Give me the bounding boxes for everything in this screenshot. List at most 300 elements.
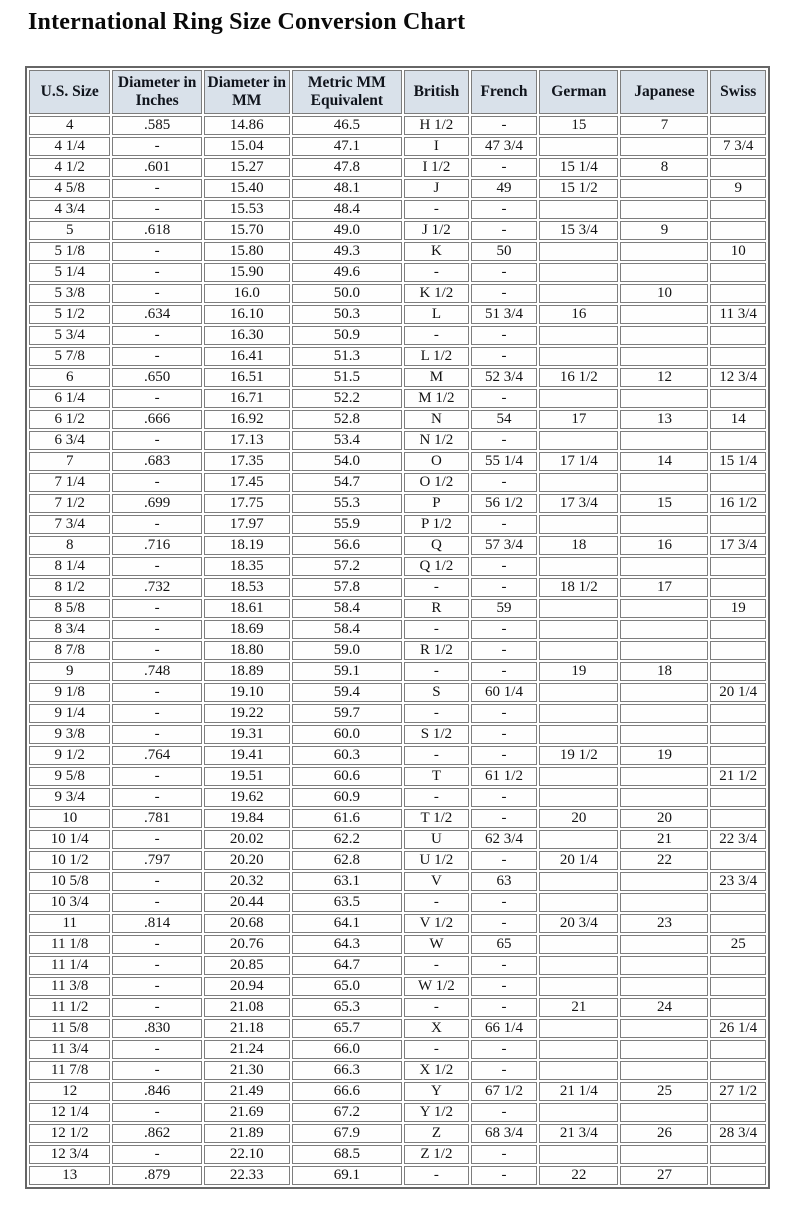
table-cell: 58.4 [292, 620, 402, 639]
table-cell: - [471, 431, 537, 450]
table-cell [710, 956, 766, 975]
table-cell: 21 [620, 830, 708, 849]
table-cell [539, 725, 618, 744]
table-cell: 65.7 [292, 1019, 402, 1038]
table-cell: 15.70 [204, 221, 290, 240]
table-cell: 20 [620, 809, 708, 828]
column-header-8: Swiss [710, 70, 766, 114]
table-cell: - [112, 473, 201, 492]
table-cell: 17.35 [204, 452, 290, 471]
table-cell: 20 [539, 809, 618, 828]
table-cell: 60.6 [292, 767, 402, 786]
table-cell [620, 725, 708, 744]
table-cell: 13 [29, 1166, 110, 1185]
table-row [29, 368, 766, 387]
table-cell: 12 3/4 [29, 1145, 110, 1164]
table-cell [539, 1145, 618, 1164]
table-cell: - [471, 347, 537, 366]
table-cell: 48.1 [292, 179, 402, 198]
table-cell [710, 641, 766, 660]
table-cell [620, 641, 708, 660]
table-cell [710, 851, 766, 870]
table-cell: 23 [620, 914, 708, 933]
table-cell: 18.61 [204, 599, 290, 618]
table-cell: .862 [112, 1124, 201, 1143]
table-cell: 15 1/4 [710, 452, 766, 471]
table-cell: 10 5/8 [29, 872, 110, 891]
table-row [29, 557, 766, 576]
table-cell: 21 1/2 [710, 767, 766, 786]
table-cell: 8 1/2 [29, 578, 110, 597]
table-cell [620, 977, 708, 996]
table-cell: 18 1/2 [539, 578, 618, 597]
table-cell: 49.6 [292, 263, 402, 282]
column-header-5: French [471, 70, 537, 114]
table-cell: 9 1/2 [29, 746, 110, 765]
table-cell: 52.8 [292, 410, 402, 429]
table-cell [539, 557, 618, 576]
table-cell [710, 977, 766, 996]
table-cell [620, 1145, 708, 1164]
table-cell: 26 1/4 [710, 1019, 766, 1038]
table-cell: 59 [471, 599, 537, 618]
table-cell: .618 [112, 221, 201, 240]
table-cell: 5 3/4 [29, 326, 110, 345]
table-cell: O [404, 452, 469, 471]
table-cell: 20.02 [204, 830, 290, 849]
table-cell: - [404, 998, 469, 1017]
table-cell: 65 [471, 935, 537, 954]
table-cell: .683 [112, 452, 201, 471]
table-cell: H 1/2 [404, 116, 469, 135]
table-cell: 59.0 [292, 641, 402, 660]
table-cell: 11 1/2 [29, 998, 110, 1017]
table-cell: M [404, 368, 469, 387]
table-row [29, 116, 766, 135]
table-cell [539, 347, 618, 366]
table-cell: 6 [29, 368, 110, 387]
table-cell: W 1/2 [404, 977, 469, 996]
table-cell [539, 893, 618, 912]
table-cell: W [404, 935, 469, 954]
table-cell: 66.0 [292, 1040, 402, 1059]
table-row [29, 767, 766, 786]
table-cell: 12 1/2 [29, 1124, 110, 1143]
table-cell: 66 1/4 [471, 1019, 537, 1038]
table-cell: - [112, 935, 201, 954]
table-cell: - [471, 641, 537, 660]
table-cell: 18.69 [204, 620, 290, 639]
table-row [29, 599, 766, 618]
table-cell: - [112, 557, 201, 576]
table-cell [620, 767, 708, 786]
table-cell: - [471, 998, 537, 1017]
table-row [29, 452, 766, 471]
table-cell [620, 1103, 708, 1122]
table-cell: 55.9 [292, 515, 402, 534]
table-cell: 15 [620, 494, 708, 513]
table-cell: - [404, 200, 469, 219]
table-cell: 48.4 [292, 200, 402, 219]
table-cell: - [112, 431, 201, 450]
table-cell: 22 [620, 851, 708, 870]
table-cell: - [112, 326, 201, 345]
table-cell [710, 200, 766, 219]
table-cell [710, 704, 766, 723]
table-cell [710, 998, 766, 1017]
table-cell: - [112, 977, 201, 996]
table-cell [620, 599, 708, 618]
table-cell [710, 1166, 766, 1185]
table-cell: 17 [539, 410, 618, 429]
table-cell: 21.89 [204, 1124, 290, 1143]
table-cell: 67 1/2 [471, 1082, 537, 1101]
table-cell: 20.44 [204, 893, 290, 912]
table-cell [710, 473, 766, 492]
table-cell: 52.2 [292, 389, 402, 408]
table-cell [620, 242, 708, 261]
table-cell [710, 809, 766, 828]
table-cell: J 1/2 [404, 221, 469, 240]
table-cell: 7 [29, 452, 110, 471]
table-cell [539, 788, 618, 807]
table-cell: 49.3 [292, 242, 402, 261]
table-cell: 20 1/4 [539, 851, 618, 870]
table-cell: 60.9 [292, 788, 402, 807]
table-cell [710, 284, 766, 303]
table-header [29, 70, 766, 114]
table-cell: 6 1/4 [29, 389, 110, 408]
table-cell: 16.71 [204, 389, 290, 408]
table-cell: 16.0 [204, 284, 290, 303]
table-cell [539, 599, 618, 618]
column-header-3: Metric MM Equivalent [292, 70, 402, 114]
table-cell [539, 389, 618, 408]
table-cell: - [471, 284, 537, 303]
table-cell: 59.1 [292, 662, 402, 681]
table-cell: 20 1/4 [710, 683, 766, 702]
table-cell: 69.1 [292, 1166, 402, 1185]
table-cell [620, 200, 708, 219]
table-cell: 5 7/8 [29, 347, 110, 366]
table-cell: - [471, 956, 537, 975]
table-row [29, 977, 766, 996]
table-cell: 59.7 [292, 704, 402, 723]
table-cell: 28 3/4 [710, 1124, 766, 1143]
table-cell: 10 [710, 242, 766, 261]
table-cell: 20.85 [204, 956, 290, 975]
table-cell: I 1/2 [404, 158, 469, 177]
table-cell: - [112, 515, 201, 534]
table-cell: 65.0 [292, 977, 402, 996]
table-cell [710, 1103, 766, 1122]
table-cell: 64.7 [292, 956, 402, 975]
table-cell: 20.94 [204, 977, 290, 996]
table-cell: 4 [29, 116, 110, 135]
table-cell: 47 3/4 [471, 137, 537, 156]
table-cell: - [471, 977, 537, 996]
table-cell: 19.10 [204, 683, 290, 702]
table-cell: 4 3/4 [29, 200, 110, 219]
table-cell: .601 [112, 158, 201, 177]
table-cell: 21 1/4 [539, 1082, 618, 1101]
table-cell: 16 1/2 [539, 368, 618, 387]
table-cell: 18.19 [204, 536, 290, 555]
table-cell: 11 3/8 [29, 977, 110, 996]
table-cell [710, 557, 766, 576]
table-cell: Z [404, 1124, 469, 1143]
table-cell [620, 347, 708, 366]
table-cell: 20.68 [204, 914, 290, 933]
table-cell: 10 [620, 284, 708, 303]
table-cell: 22 3/4 [710, 830, 766, 849]
table-cell: 66.3 [292, 1061, 402, 1080]
table-cell: - [471, 158, 537, 177]
table-row [29, 914, 766, 933]
table-cell: L 1/2 [404, 347, 469, 366]
table-cell: Q [404, 536, 469, 555]
table-cell: - [112, 683, 201, 702]
table-cell: 19 1/2 [539, 746, 618, 765]
table-cell: - [471, 557, 537, 576]
table-cell [710, 893, 766, 912]
table-cell: 67.2 [292, 1103, 402, 1122]
table-cell: 5 3/8 [29, 284, 110, 303]
table-cell [710, 1040, 766, 1059]
table-cell: - [112, 137, 201, 156]
table-cell: R [404, 599, 469, 618]
table-cell: 16.92 [204, 410, 290, 429]
table-cell [710, 662, 766, 681]
table-cell: - [404, 662, 469, 681]
table-cell [620, 788, 708, 807]
table-cell: T [404, 767, 469, 786]
table-cell: 9 [620, 221, 708, 240]
table-cell [710, 788, 766, 807]
table-cell: 27 1/2 [710, 1082, 766, 1101]
table-cell: 19.22 [204, 704, 290, 723]
table-cell: - [112, 179, 201, 198]
table-cell [620, 872, 708, 891]
table-cell: 62.8 [292, 851, 402, 870]
table-cell: - [471, 1040, 537, 1059]
table-cell: 27 [620, 1166, 708, 1185]
table-cell [710, 347, 766, 366]
table-row [29, 263, 766, 282]
table-cell: - [471, 221, 537, 240]
table-cell [710, 1061, 766, 1080]
table-cell: 20.20 [204, 851, 290, 870]
table-cell: 17.45 [204, 473, 290, 492]
table-cell: 59.4 [292, 683, 402, 702]
table-cell: 7 [620, 116, 708, 135]
table-cell: R 1/2 [404, 641, 469, 660]
table-cell: 7 1/2 [29, 494, 110, 513]
table-cell: .716 [112, 536, 201, 555]
table-cell: .634 [112, 305, 201, 324]
table-cell [710, 221, 766, 240]
table-cell [539, 1061, 618, 1080]
table-cell: 63.5 [292, 893, 402, 912]
table-cell [539, 935, 618, 954]
table-row [29, 536, 766, 555]
table-body [29, 116, 766, 1185]
table-row [29, 893, 766, 912]
table-cell [539, 641, 618, 660]
table-cell: 13 [620, 410, 708, 429]
table-row [29, 1040, 766, 1059]
table-cell: 8 7/8 [29, 641, 110, 660]
table-cell: 21.08 [204, 998, 290, 1017]
table-cell: 23 3/4 [710, 872, 766, 891]
table-cell: P [404, 494, 469, 513]
table-cell: .764 [112, 746, 201, 765]
table-cell: 22.33 [204, 1166, 290, 1185]
table-cell: - [112, 200, 201, 219]
table-cell: 60.0 [292, 725, 402, 744]
table-cell [710, 116, 766, 135]
table-cell: 12 3/4 [710, 368, 766, 387]
table-cell: 8 5/8 [29, 599, 110, 618]
table-cell [539, 620, 618, 639]
table-cell [539, 977, 618, 996]
column-header-2: Diameter in MM [204, 70, 290, 114]
table-cell: - [112, 872, 201, 891]
table-cell: O 1/2 [404, 473, 469, 492]
table-cell: 51 3/4 [471, 305, 537, 324]
table-cell: 9 5/8 [29, 767, 110, 786]
table-row [29, 305, 766, 324]
table-cell: 57 3/4 [471, 536, 537, 555]
table-cell: 50.9 [292, 326, 402, 345]
table-cell: S [404, 683, 469, 702]
table-cell: 7 3/4 [710, 137, 766, 156]
table-cell: 17.97 [204, 515, 290, 534]
table-cell: - [471, 200, 537, 219]
table-cell: 10 1/4 [29, 830, 110, 849]
table-cell: 49.0 [292, 221, 402, 240]
table-row [29, 494, 766, 513]
table-cell: 60 1/4 [471, 683, 537, 702]
table-cell [620, 1061, 708, 1080]
page-title: International Ring Size Conversion Chart [28, 9, 466, 35]
table-cell: 21.18 [204, 1019, 290, 1038]
table-cell [710, 914, 766, 933]
table-row [29, 284, 766, 303]
table-cell: 19 [539, 662, 618, 681]
header-row [29, 70, 766, 114]
column-header-0: U.S. Size [29, 70, 110, 114]
table-cell: 63.1 [292, 872, 402, 891]
table-cell: 9 3/8 [29, 725, 110, 744]
table-cell: 61.6 [292, 809, 402, 828]
table-cell: .748 [112, 662, 201, 681]
table-cell: K [404, 242, 469, 261]
table-cell: K 1/2 [404, 284, 469, 303]
table-cell: 9 1/4 [29, 704, 110, 723]
table-cell: 47.1 [292, 137, 402, 156]
table-cell: - [471, 326, 537, 345]
table-cell: 11 3/4 [710, 305, 766, 324]
table-cell: M 1/2 [404, 389, 469, 408]
table-cell: - [471, 809, 537, 828]
table-cell [710, 263, 766, 282]
table-cell: - [471, 746, 537, 765]
table-cell: 17.75 [204, 494, 290, 513]
table-cell: 50 [471, 242, 537, 261]
table-cell: 12 1/4 [29, 1103, 110, 1122]
table-cell: 49 [471, 179, 537, 198]
table-cell: 57.8 [292, 578, 402, 597]
table-cell: 64.1 [292, 914, 402, 933]
table-row [29, 998, 766, 1017]
table-cell: - [404, 746, 469, 765]
table-cell: 11 5/8 [29, 1019, 110, 1038]
table-cell: 56.6 [292, 536, 402, 555]
table-cell: 16 1/2 [710, 494, 766, 513]
table-cell: 19 [620, 746, 708, 765]
table-cell: N [404, 410, 469, 429]
table-cell: 47.8 [292, 158, 402, 177]
table-cell: - [404, 326, 469, 345]
table-cell [710, 746, 766, 765]
table-row [29, 221, 766, 240]
table-cell: 16.41 [204, 347, 290, 366]
table-cell: 50.3 [292, 305, 402, 324]
table-cell: .879 [112, 1166, 201, 1185]
table-cell [710, 620, 766, 639]
table-cell: U [404, 830, 469, 849]
table-cell: 51.5 [292, 368, 402, 387]
table-cell: - [404, 704, 469, 723]
table-cell: 10 3/4 [29, 893, 110, 912]
table-cell: - [404, 263, 469, 282]
table-cell: - [404, 578, 469, 597]
table-cell: 15.27 [204, 158, 290, 177]
table-cell: 16.30 [204, 326, 290, 345]
table-cell: T 1/2 [404, 809, 469, 828]
table-cell: 5 1/8 [29, 242, 110, 261]
table-cell: - [112, 1145, 201, 1164]
table-cell: 46.5 [292, 116, 402, 135]
table-cell: 19.84 [204, 809, 290, 828]
table-cell: - [404, 956, 469, 975]
table-row [29, 1019, 766, 1038]
table-cell [620, 1019, 708, 1038]
table-cell: 8 [29, 536, 110, 555]
table-cell [710, 515, 766, 534]
table-cell: 4 1/4 [29, 137, 110, 156]
table-cell: V [404, 872, 469, 891]
table-cell [539, 830, 618, 849]
table-cell: 18.35 [204, 557, 290, 576]
table-cell: 15.80 [204, 242, 290, 261]
table-cell: .585 [112, 116, 201, 135]
table-cell: - [112, 1061, 201, 1080]
table-cell: 15.40 [204, 179, 290, 198]
table-cell: P 1/2 [404, 515, 469, 534]
table-cell: - [112, 1103, 201, 1122]
table-cell [620, 473, 708, 492]
table-row [29, 935, 766, 954]
table-cell: 56 1/2 [471, 494, 537, 513]
table-cell: 66.6 [292, 1082, 402, 1101]
table-cell: 50.0 [292, 284, 402, 303]
table-cell: .830 [112, 1019, 201, 1038]
table-cell [539, 284, 618, 303]
table-cell: 11 3/4 [29, 1040, 110, 1059]
table-cell [620, 557, 708, 576]
